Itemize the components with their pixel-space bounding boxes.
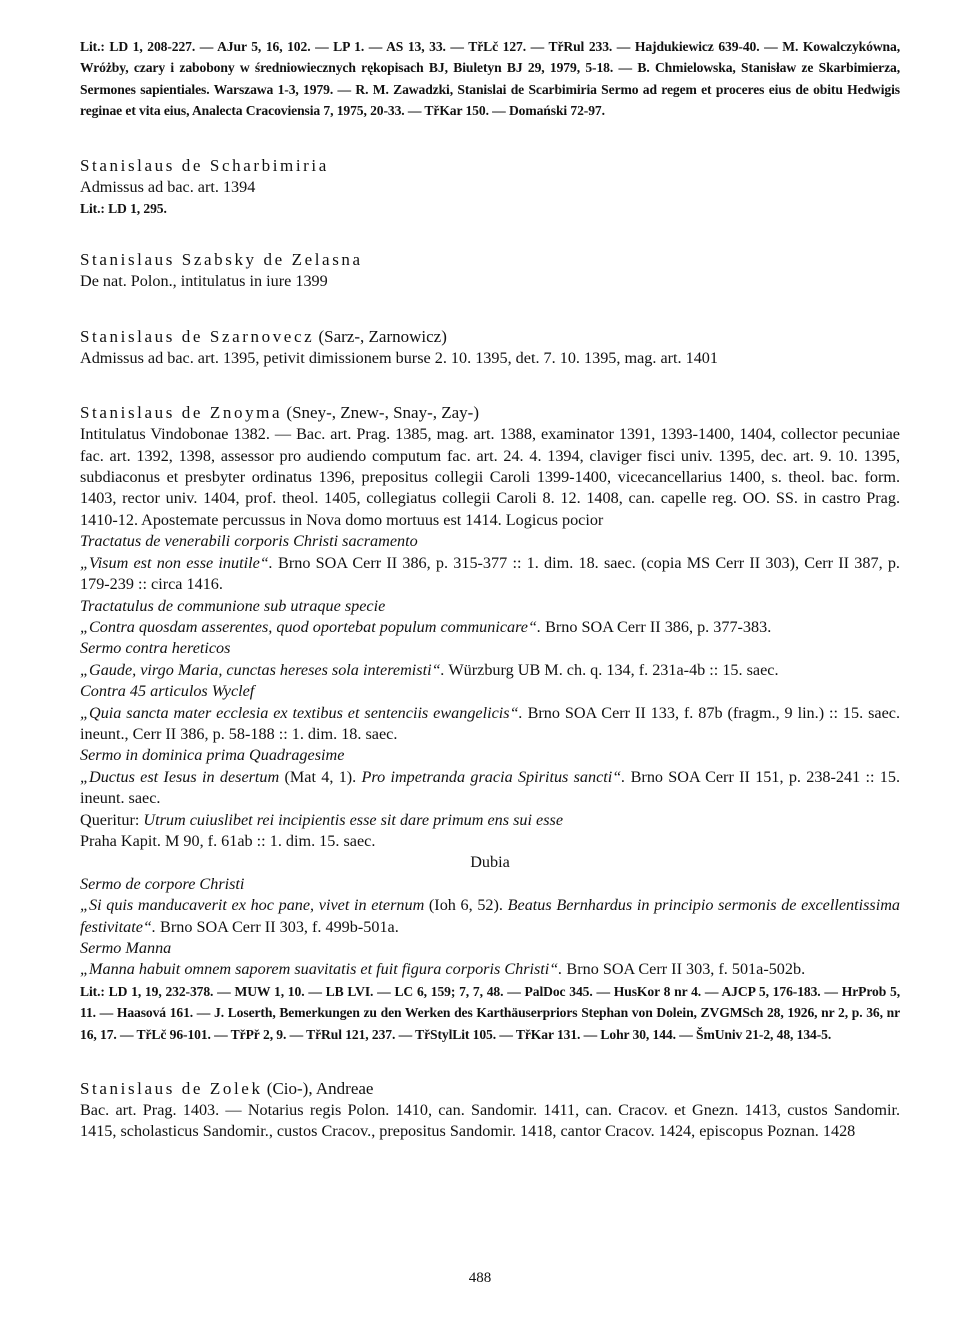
work-incipit — [80, 617, 900, 638]
work-incipit — [80, 703, 900, 746]
queritur-label: Queritur: — [80, 810, 144, 829]
work-title: Sermo de corpore Christi — [80, 874, 245, 893]
entry-variant: (Cio-), Andreae — [266, 1079, 374, 1099]
manuscript-source: Brno SOA Cerr II 386, p. 315-377 :: 1. dim. 18. saec. (copia MS Cerr II 303), Cerr II 387, p. 179-239 :: circa 1416. — [80, 553, 900, 594]
literature-list: Lit.: LD 1, 208-227. — AJur 5, 16, 102. — LP 1. — AS 13, 33. — TřLč 127. — TřRul 233. — Hajdukiewicz 639-40. — M. Kowalczykówna, Wróżby, czary i zabobony w średniowiecznych rękopisach BJ, Biuletyn BJ 29, 1979, 5-18. — B. Chmielowska, Stanisław ze Skarbimierza, Sermones sapientiales. Warszawa 1-3, 1979. — R. M. Zawadzki, Stanislai de Scarbimiria Sermo ad regem et proceres eius de obitu Hedwigis reginae et vita eius, Analecta Cracoviensia 7, 1975, 20-33. — TřKar 150. — Domański 72-97. — [80, 39, 900, 119]
incipit-text: „Manna habuit omnem saporem suavitatis et fuit figura corporis Christi“. — [80, 960, 563, 979]
entry-heading — [80, 155, 900, 177]
work-title: Contra 45 articulos Wyclef — [80, 682, 255, 701]
entry-name: Stanislaus de Znoyma — [80, 403, 283, 423]
work-incipit — [80, 895, 900, 938]
incipit-text: „Si quis manducaverit ex hoc pane, vivet in eternum — [80, 896, 425, 915]
work-incipit — [80, 767, 900, 810]
entry-heading — [80, 1078, 900, 1100]
work-title: Sermo contra hereticos — [80, 639, 231, 658]
work-title: Tractatus de venerabili corporis Christi sacramento — [80, 532, 418, 551]
entry-name: Stanislaus de Scharbimiria — [80, 155, 329, 175]
manuscript-source: Brno SOA Cerr II 133, f. 87b (fragm., 9 lin.) :: 15. saec. ineunt., Cerr II 386, p. 58-188 :: 1. dim. 18. saec. — [80, 703, 900, 743]
entry-text: Admissus ad bac. art. 1394 — [80, 177, 256, 196]
manuscript-source: Brno SOA Cerr II 303, f. 499b-501a. — [155, 917, 399, 936]
entry-name: Stanislaus de Szarnovecz — [80, 326, 315, 346]
entry-biography: Intitulatus Vindobonae 1382. — Bac. art. Prag. 1385, mag. art. 1388, examinator 1391, 1393-1400, 1404, collector pecuniae fac. art. 1392, 1398, assessor pro audiendo computum fac. art. 24. 4. 1394, claviger fisci univ. 1395, dec. art. 9. 10. 1395, subdiaconus et presbyter ordinatus 1396, prepositus collegii Caroli 1399-1400, vicecancellarius 1400, s. theol. bac. form. 1403, rector univ. 1404, prof. theol. 1405, collegiatus collegii Caroli 8. 12. 1408, can. capelle reg. OO. SS. in castro Prag. 1410-12. Apostemate percussus in Nova domo mortuus est 1414. Logicus pocior — [80, 425, 900, 529]
page-number: 488 — [468, 1270, 492, 1286]
incipit-text: Pro impetranda gracia Spiritus sancti“. — [361, 767, 626, 786]
work-incipit — [80, 660, 900, 681]
manuscript-source: Brno SOA Cerr II 303, f. 501a-502b. — [562, 960, 806, 979]
incipit-text: „Quia sancta mater ecclesia ex textibus et sentenciis ewangelicis“. — [80, 703, 523, 722]
work-title: Sermo in dominica prima Quadragesime — [80, 746, 345, 765]
dubia-heading: Dubia — [470, 853, 510, 872]
bible-reference: (Mat 4, 1). — [279, 767, 362, 786]
incipit-text: Beatus Bernhardus in principio sermonis de excellentissima festivitate“. — [80, 896, 901, 936]
entry-text: Admissus ad bac. art. 1395, petivit dimissionem burse 2. 10. 1395, det. 7. 10. 1395, mag. art. 1401 — [80, 348, 718, 367]
entry-name: Stanislaus de Zolek — [80, 1079, 263, 1099]
incipit-text: „Visum est non esse inutile“. — [80, 553, 273, 572]
manuscript-source: Würzburg UB M. ch. q. 134, f. 231a-4b :: 15. saec. — [444, 660, 779, 679]
document-page — [80, 36, 900, 1143]
literature-list: Lit.: LD 1, 295. — [80, 201, 167, 217]
queritur-line — [80, 810, 900, 831]
entry-variant: (Sney-, Znew-, Snay-, Zay-) — [286, 403, 480, 423]
bible-reference: (Ioh 6, 52). — [424, 896, 508, 915]
entry-variant: (Sarz-, Zarnowicz) — [318, 326, 447, 346]
manuscript-source: Brno SOA Cerr II 151, p. 238-241 :: 15. ineunt. saec. — [80, 767, 901, 808]
incipit-text: „Ductus est Iesus in desertum — [80, 767, 280, 786]
work-incipit — [80, 553, 900, 596]
entry-heading — [80, 402, 900, 424]
entry-text: De nat. Polon., intitulatus in iure 1399 — [80, 272, 328, 291]
work-title: Sermo Manna — [80, 939, 172, 957]
manuscript-source: Brno SOA Cerr II 386, p. 377-383. — [541, 617, 772, 636]
queritur-text: Utrum cuiuslibet rei incipientis esse sit dare primum ens sui esse — [143, 810, 564, 829]
entry-text: Bac. art. Prag. 1403. — Notarius regis Polon. 1410, can. Sandomir. 1411, can. Cracov. et Gnezn. 1413, custos Sandomir. 1415, scholasticus Sandomir., custos Cracov., prepositus Sandomir. 1418, cantor Cracov. 1424, episcopus Poznan. 1428 — [80, 1101, 900, 1141]
work-title: Tractatulus de communione sub utraque specie — [80, 596, 386, 615]
entry-heading — [80, 326, 900, 348]
work-incipit — [80, 959, 900, 980]
entry-name: Stanislaus Szabsky de Zelasna — [80, 250, 363, 270]
incipit-text: „Contra quosdam asserentes, quod oportebat populum communicare“. — [80, 617, 542, 636]
entry-heading — [80, 249, 900, 271]
manuscript-source: Praha Kapit. M 90, f. 61ab :: 1. dim. 15. saec. — [80, 831, 376, 850]
literature-list: Lit.: LD 1, 19, 232-378. — MUW 1, 10. — LB LVI. — LC 6, 159; 7, 7, 48. — PalDoc 345. — HusKor 8 nr 4. — AJCP 5, 176-183. — HrProb 5, 11. — Haasová 161. — J. Loserth, Bemerkungen zu den Werken des Karthäuserpriors Stephan von Dolein, ZVGMSch 28, 1926, nr 2, p. 36, nr 16, 17. — TřLč 96-101. — TřPř 2, 9. — TřRul 121, 237. — TřStylLit 105. — TřKar 131. — Lohr 30, 144. — ŠmUniv 21-2, 48, 134-5. — [80, 983, 900, 1042]
incipit-text: „Gaude, virgo Maria, cunctas hereses sola interemisti“. — [80, 660, 445, 679]
